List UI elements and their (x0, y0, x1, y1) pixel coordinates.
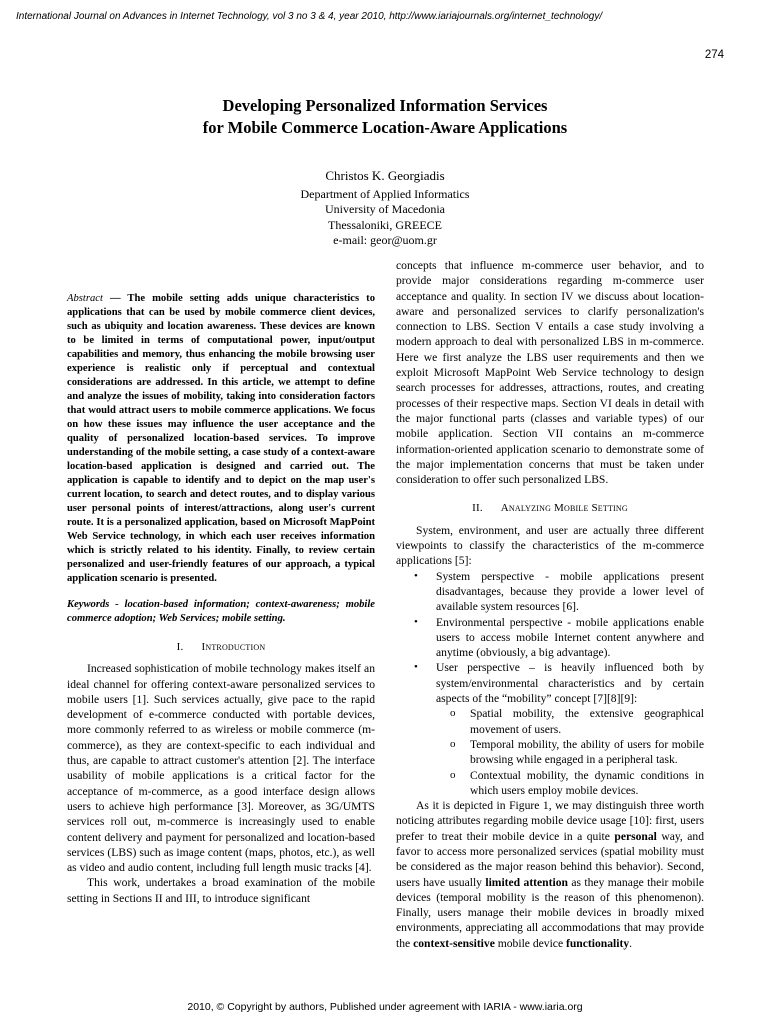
circle-bullet-icon: o (450, 707, 456, 720)
section-2-number: II. (472, 502, 483, 515)
list-item-text: Environmental perspective - mobile applications enable users to access mobile Internet content anywhere and anytime (obviously, a big advantage). (436, 615, 704, 660)
section-1-heading (67, 640, 375, 655)
abstract (67, 292, 375, 586)
section-1-title: Introduction (201, 641, 266, 653)
sub-list-item (450, 737, 704, 768)
author-email[interactable]: e-mail: geor@uom.gr (333, 233, 437, 247)
perspective-list (396, 569, 704, 798)
intro-paragraph-1: Increased sophistication of mobile technology makes itself an ideal channel for offering context-aware personalized services to mobile users [1]. Such services actually, give pace to the rapid development of e-commerce conducted with portable devices, more commonly referred to as wireless or mobile commerce (m-commerce), as they are context-specific to each individual and thus, are capable to attract customer's attention [2]. The interface usability of mobile applications is a critical factor for the acceptance of m-commerce, as a good interface design allows users to achieve high performance [3]. Moreover, as 3G/UMTS services roll out, m-commerce is increasingly used to enable content delivery and payment for personalized and location-based services (LBS) such as image content (maps, photos, etc.), as well as video and audio content, including full length music tracks [4]. (67, 662, 375, 875)
list-item-text: System perspective - mobile applications present disadvantages, because they provide a lower level of available system resources [6]. (436, 569, 704, 614)
right-column (396, 258, 704, 951)
left-column (67, 258, 375, 906)
author-department: Department of Applied Informatics (300, 186, 470, 201)
bullet-icon: • (414, 661, 418, 674)
keywords: Keywords - location-based information; context-awareness; mobile commerce adoption; Web Services; mobile setting. (67, 599, 375, 624)
copyright-footer: 2010, © Copyright by authors, Published under agreement with IARIA - www.iaria.org (187, 1001, 583, 1013)
intro-paragraph-2-start: This work, undertakes a broad examination of the mobile setting in Sections II and III, to introduce significant (67, 876, 375, 905)
section-2-paragraph: As it is depicted in Figure 1, we may distinguish three worth noticing attributes regarding mobile device usage [10]: first, users prefer to treat their mobile device in a quite personal way, and favor to access more personalized services (spatial mobility must be considered as the major reason behind this behavior). Second, users have usually limited attention as they manage their mobile devices (temporal mobility is the reason of this phenomenon). Finally, users manage their mobile devices in broadly mixed environments, appreciating all accommodations that may provide the context-sensitive mobile device functionality. (396, 799, 704, 950)
sub-list-item (450, 768, 704, 799)
abstract-text: — The mobile setting adds unique characteristics to applications that can be used by mobile commerce client devices, such as ubiquity and location awareness. These devices are known to be limited in terms of computational power, input/output capabilities and memory, thus enhancing the mobile browsing user experience is realistic only if perceptual and contextual considerations are addressed. In this article, we attempt to define and analyze the issues of mobility, taking into consideration factors that would attract users to mobile commerce applications. We focus on how these issues may influence the user acceptance and the quality of personalized location-based services. To improve understanding of the mobile setting, a case study of a context-aware location-based application is designed and carried out. The application is capable to identify and to depict on the map user's current location, to search and detect routes, and to display various user personal points of interest/attractions, along user's current route. It is a personalized application, based on Microsoft MapPoint Web Service technology, in which each user receives information which is strictly related to his identity. Finally, to review certain personalized and user-friendly features of our approach, a typical application scenario is presented. (67, 293, 375, 584)
sub-list-item-text: Spatial mobility, the extensive geographical movement of users. (470, 707, 704, 736)
mobility-sublist (436, 706, 704, 798)
section-1-number: I. (176, 641, 184, 653)
author-university: University of Macedonia (325, 202, 445, 216)
section-2-heading (396, 501, 704, 516)
intro-paragraph-2-continued: concepts that influence m-commerce user behavior, and to provide major considerations regarding m-commerce user acceptance and quality. In section IV we discuss about location-aware and personalized services to clarify personalization's connection to LBS. Section V entails a case study involving a modern approach to deal with personalized LBS in m-commerce. Here we first analyze the LBS user requirements and then we exploit Microsoft MapPoint Web Service technology to design search processes for addresses, attractions, routes, and creating processes of their respective maps. Section VI deals in detail with the major functional parts (classes and variable types) of our mobile application. Section VII contains an m-commerce information-oriented application scenario to demonstrate some of the major implementation concerns that must be taken under consideration to offer such personalized LBS. (396, 259, 704, 487)
author-block (0, 168, 770, 249)
circle-bullet-icon: o (450, 737, 456, 750)
sub-list-item-text: Contextual mobility, the dynamic conditions in which users employ mobile devices. (470, 768, 704, 797)
section-2-intro: System, environment, and user are actually three different viewpoints to classify the characteristics of the m-commerce applications [5]: (396, 523, 704, 568)
list-item (414, 569, 704, 615)
title-line-1: Developing Personalized Information Services (222, 96, 548, 115)
sub-list-item (450, 706, 704, 737)
bullet-icon: • (414, 569, 418, 582)
author-name: Christos K. Georgiadis (325, 168, 445, 183)
page-number: 274 (704, 49, 724, 61)
journal-header: International Journal on Advances in Internet Technology, vol 3 no 3 & 4, year 2010, http://www.iariajournals.org/internet_technology/ (16, 11, 603, 22)
list-item (414, 660, 704, 798)
paper-title (0, 95, 770, 139)
list-item-text: User perspective – is heavily influenced both by system/environmental characteristics and by certain aspects of the “mobility” concept [7][8][9]: (436, 661, 704, 706)
circle-bullet-icon: o (450, 768, 456, 781)
section-2-title: Analyzing Mobile Setting (500, 502, 628, 515)
list-item (414, 615, 704, 661)
abstract-label: Abstract (67, 293, 103, 304)
author-location: Thessaloniki, GREECE (328, 217, 442, 232)
sub-list-item-text: Temporal mobility, the ability of users for mobile browsing while engaged in a peripheral task. (470, 737, 704, 767)
bullet-icon: • (414, 615, 418, 628)
title-line-2: for Mobile Commerce Location-Aware Applications (202, 118, 568, 137)
